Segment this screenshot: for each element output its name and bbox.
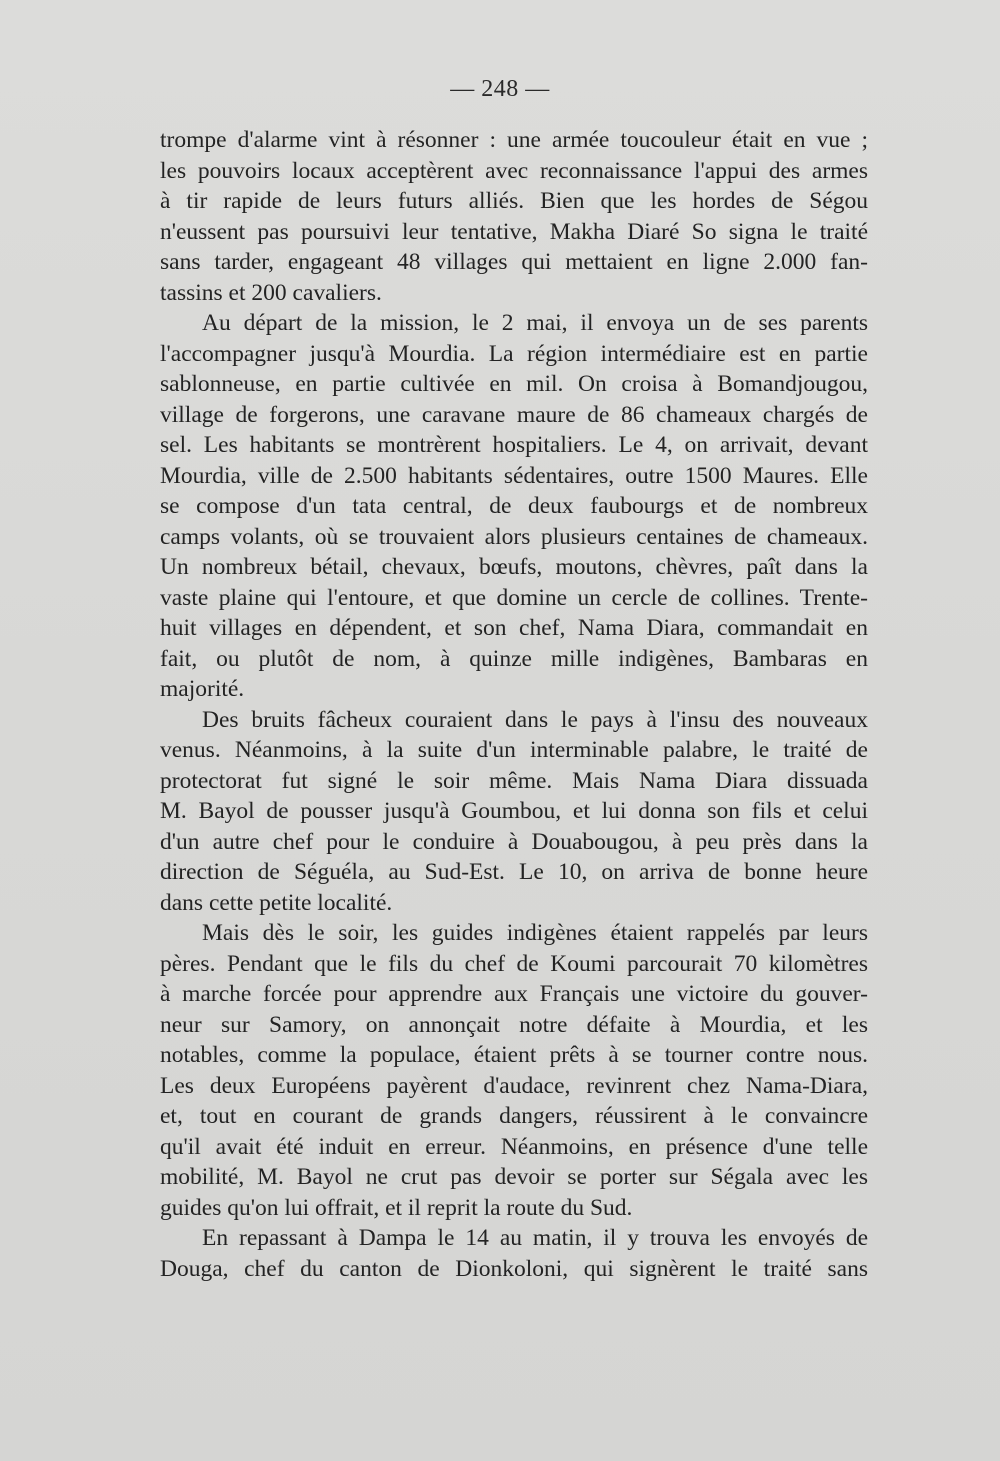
text-line: neur sur Samory, on annonçait notre défaite à Mourdia, et les <box>160 1011 868 1038</box>
text-line: dans cette petite localité. <box>160 889 393 916</box>
text-line: vaste plaine qui l'entoure, et que domine un cercle de collines. Trente- <box>160 584 868 611</box>
text-line: Un nombreux bétail, chevaux, bœufs, moutons, chèvres, paît dans la <box>160 554 868 580</box>
paragraph <box>160 308 868 705</box>
text-line: huit villages en dépendent, et son chef, Nama Diara, commandait en <box>160 615 868 641</box>
paragraph <box>160 705 868 919</box>
text-line: guides qu'on lui offrait, et il reprit la route du Sud. <box>160 1194 633 1221</box>
text-line: camps volants, où se trouvaient alors plusieurs centaines de chameaux. <box>160 523 868 550</box>
text-line: venus. Néanmoins, à la suite d'un interminable palabre, le traité de <box>160 737 868 763</box>
text-line: Au départ de la mission, le 2 mai, il envoya un de ses parents <box>202 310 868 336</box>
text-line: les pouvoirs locaux acceptèrent avec reconnaissance l'appui des armes <box>160 157 868 184</box>
text-line: Mourdia, ville de 2.500 habitants sédentaires, outre 1500 Maures. Elle <box>160 462 868 489</box>
paragraph <box>160 125 868 308</box>
text-line: sel. Les habitants se montrèrent hospitaliers. Le 4, on arrivait, devant <box>160 432 868 458</box>
text-line: direction de Séguéla, au Sud-Est. Le 10, on arriva de bonne heure <box>160 859 868 885</box>
text-line: notables, comme la populace, étaient prêts à se tourner contre nous. <box>160 1042 868 1068</box>
text-line: à marche forcée pour apprendre aux Français une victoire du gouver- <box>160 981 868 1007</box>
paragraph <box>160 1223 868 1284</box>
paragraph <box>160 918 868 1223</box>
text-line: En repassant à Dampa le 14 au matin, il y trouva les envoyés de <box>202 1225 868 1251</box>
text-line: se compose d'un tata central, de deux faubourgs et de nombreux <box>160 493 868 519</box>
text-line: Mais dès le soir, les guides indigènes étaient rappelés par leurs <box>202 920 868 946</box>
body-text <box>160 125 868 1284</box>
text-line: Les deux Européens payèrent d'audace, revinrent chez Nama-Diara, <box>160 1072 868 1099</box>
text-line: fait, ou plutôt de nom, à quinze mille indigènes, Bambaras en <box>160 645 868 672</box>
text-line: sablonneuse, en partie cultivée en mil. On croisa à Bomandjougou, <box>160 371 868 397</box>
text-line: mobilité, M. Bayol ne crut pas devoir se porter sur Ségala avec les <box>160 1164 868 1190</box>
text-line: M. Bayol de pousser jusqu'à Goumbou, et lui donna son fils et celui <box>160 798 868 824</box>
text-line: village de forgerons, une caravane maure de 86 chameaux chargés de <box>160 401 868 428</box>
text-line: pères. Pendant que le fils du chef de Koumi parcourait 70 kilomètres <box>160 950 868 977</box>
page-number: — 248 — <box>450 76 550 102</box>
text-line: d'un autre chef pour le conduire à Douabougou, à peu près dans la <box>160 828 868 855</box>
text-line: Des bruits fâcheux couraient dans le pays à l'insu des nouveaux <box>202 706 868 733</box>
text-line: protectorat fut signé le soir même. Mais Nama Diara dissuada <box>160 767 868 794</box>
text-line: n'eussent pas poursuivi leur tentative, Makha Diaré So signa le traité <box>160 218 868 245</box>
text-line: l'accompagner jusqu'à Mourdia. La région intermédiaire est en partie <box>160 340 868 367</box>
text-line: Douga, chef du canton de Dionkoloni, qui signèrent le traité sans <box>160 1255 868 1282</box>
text-line: tassins et 200 cavaliers. <box>160 279 382 306</box>
text-line: sans tarder, engageant 48 villages qui mettaient en ligne 2.000 fan- <box>160 249 868 275</box>
text-line: à tir rapide de leurs futurs alliés. Bien que les hordes de Ségou <box>160 188 868 214</box>
text-line: majorité. <box>160 676 245 702</box>
text-line: qu'il avait été induit en erreur. Néanmoins, en présence d'une telle <box>160 1133 868 1160</box>
text-line: et, tout en courant de grands dangers, réussirent à le convaincre <box>160 1103 868 1129</box>
text-line: trompe d'alarme vint à résonner : une armée toucouleur était en vue ; <box>160 127 868 153</box>
